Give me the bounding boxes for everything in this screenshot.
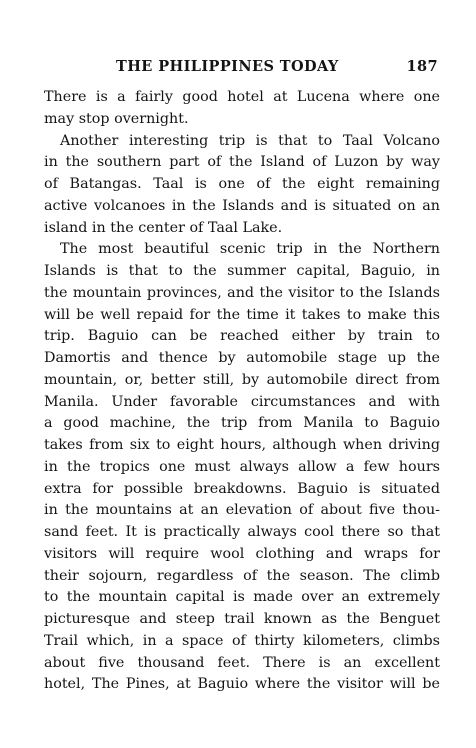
text-line: may stop overnight. [44,110,189,127]
text-line: the mountain provinces, and the visitor to the Islands [44,284,440,301]
text-line: Manila. Under favorable circumstances and with [44,393,440,410]
text-line: Another interesting trip is that to Taal Volcano [60,132,440,149]
paragraph-2 [44,131,440,240]
text-line: The most beautiful scenic trip in the Northern [60,241,440,258]
running-title: THE PHILIPPINES TODAY [116,58,339,75]
text-line: hotel, The Pines, at Baguio where the visitor will be [44,676,440,693]
text-line: Trail which, in a space of thirty kilometers, climbs [44,632,440,649]
text-line: sand feet. It is practically always cool there so that [44,524,440,540]
text-line: in the southern part of the Island of Luzon by way [44,154,440,171]
text-line: trip. Baguio can be reached either by train to [44,328,440,345]
running-head [44,52,440,78]
text-line: a good machine, the trip from Manila to Baguio [44,415,440,432]
page-number: 187 [406,58,438,75]
text-line: mountain, or, better still, by automobile direct from [44,371,440,388]
text-line: takes from six to eight hours, although when driving [44,437,440,453]
text-line: in the tropics one must always allow a few hours [44,458,440,475]
paragraph-3 [44,239,440,696]
text-line: There is a fairly good hotel at Lucena where one [44,89,440,105]
text-line: in the mountains at an elevation of about five thou- [44,502,440,519]
text-line: visitors will require wool clothing and wraps for [44,545,440,562]
text-line: picturesque and steep trail known as the Benguet [44,611,440,627]
text-line: island in the center of Taal Lake. [44,219,283,236]
text-line: active volcanoes in the Islands and is situated on an [44,197,440,214]
text-line: about five thousand feet. There is an excellent [44,654,440,671]
text-line: to the mountain capital is made over an extremely [44,589,440,606]
text-line: Islands is that to the summer capital, Baguio, in [44,263,440,279]
text-line: their sojourn, regardless of the season. The climb [44,567,440,584]
text-line: extra for possible breakdowns. Baguio is situated [44,480,440,497]
body-text [44,87,440,696]
book-page [44,52,440,696]
paragraph-1 [44,87,440,131]
text-line: Damortis and thence by automobile stage up the [44,350,440,366]
text-line: will be well repaid for the time it takes to make this [44,306,440,323]
text-line: of Batangas. Taal is one of the eight remaining [44,176,440,192]
